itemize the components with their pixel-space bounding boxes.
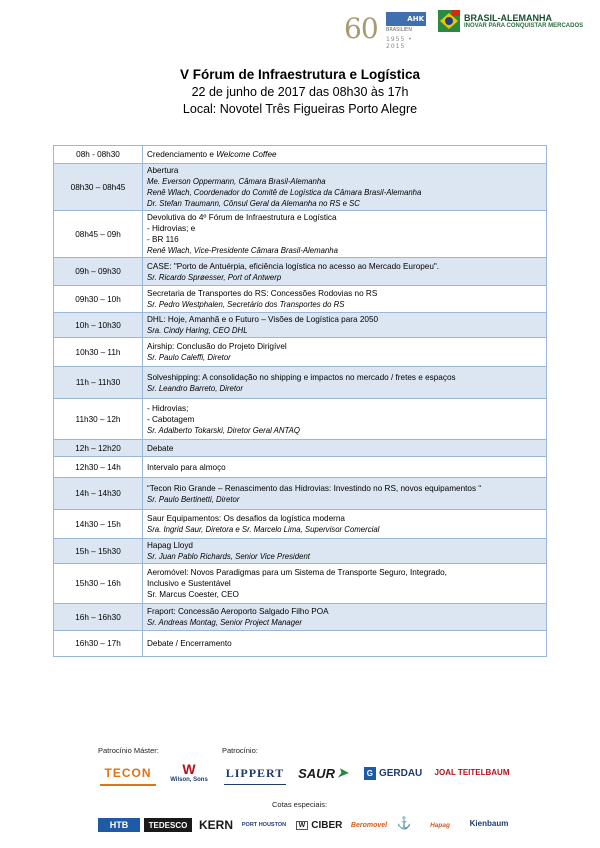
sponsor-label: Patrocínio: bbox=[222, 746, 258, 755]
line-text: Sr. Andreas Montag, Senior Project Manager bbox=[147, 618, 303, 627]
schedule-time: 09h – 09h30 bbox=[54, 258, 143, 286]
line-text: Hapag Lloyd bbox=[147, 541, 193, 550]
joal-teitelbaum-logo: JOAL TEITELBAUM bbox=[434, 767, 510, 777]
schedule-description bbox=[143, 631, 547, 657]
schedule-row bbox=[54, 313, 547, 338]
line-text: Sr. Paulo Caleffi, Diretor bbox=[147, 353, 231, 362]
port-houston-logo: PORT HOUSTON bbox=[241, 822, 287, 828]
gerdau-logo: G GERDAU bbox=[360, 762, 426, 784]
speaker-line bbox=[147, 352, 542, 363]
schedule-time: 15h – 15h30 bbox=[54, 539, 143, 564]
schedule-description bbox=[143, 338, 547, 367]
kienbaum-logo: Kienbaum bbox=[469, 818, 509, 828]
line-text: Secretaria de Transportes do RS: Concessões Rodovias no RS bbox=[147, 289, 378, 298]
schedule-time: 08h30 – 08h45 bbox=[54, 164, 143, 211]
line-text: Intervalo para almoço bbox=[147, 462, 226, 472]
line-text: DHL: Hoje, Amanhã e o Futuro – Visões de Logística para 2050 bbox=[147, 315, 379, 324]
schedule-row bbox=[54, 211, 547, 258]
aeromovel-logo: Beromovel bbox=[350, 821, 388, 829]
schedule-time: 10h – 10h30 bbox=[54, 313, 143, 338]
page-title: V Fórum de Infraestrutura e Logística bbox=[179, 67, 421, 82]
speaker-line bbox=[147, 176, 542, 187]
line-text: Abertura bbox=[147, 166, 179, 175]
speaker-line bbox=[147, 617, 542, 628]
line-text: Fraport: Concessão Aeroporto Salgado Filho POA bbox=[147, 607, 329, 616]
schedule-row bbox=[54, 399, 547, 440]
speaker-line bbox=[147, 299, 542, 310]
schedule-description bbox=[143, 510, 547, 539]
topic-line bbox=[147, 638, 542, 649]
schedule-description bbox=[143, 211, 547, 258]
topic-line bbox=[147, 462, 542, 473]
brasil-alemanha-text: BRASIL-ALEMANHA bbox=[464, 13, 552, 23]
line-text: Solveshipping: A consolidação no shipping e impactos no mercado / fretes e espaços bbox=[147, 372, 456, 382]
line-text: Renê Wlach, Coordenador do Comitê de Logística da Câmara Brasil-Alemanha bbox=[147, 188, 422, 197]
schedule-time: 15h30 – 16h bbox=[54, 564, 143, 604]
schedule-row bbox=[54, 510, 547, 539]
schedule-time: 11h30 – 12h bbox=[54, 399, 143, 440]
schedule-description bbox=[143, 478, 547, 510]
schedule-row bbox=[54, 564, 547, 604]
speaker-line bbox=[147, 425, 542, 436]
topic-line bbox=[147, 234, 542, 245]
htb-logo: HTB bbox=[98, 818, 140, 832]
anniversary-logo bbox=[344, 10, 378, 44]
schedule-row bbox=[54, 338, 547, 367]
gerdau-text: GERDAU bbox=[378, 767, 423, 779]
anniversary-years: 1955 • 2015 bbox=[386, 36, 413, 50]
schedule-description bbox=[143, 539, 547, 564]
topic-line bbox=[147, 589, 542, 600]
schedule-description bbox=[143, 457, 547, 478]
line-text: Inclusivo e Sustentável bbox=[147, 579, 231, 588]
ciber-logo: W CIBER bbox=[294, 818, 344, 832]
line-text: Sr. Juan Pablo Richards, Senior Vice President bbox=[147, 552, 310, 561]
line-text: Renê Wlach, Vice-Presidente Câmara Brasil-Alemanha bbox=[147, 246, 338, 255]
topic-line bbox=[147, 414, 542, 425]
anchor-icon: ⚓ bbox=[396, 816, 412, 830]
line-text: Sr. Ricardo Sprøesser, Port of Antwerp bbox=[147, 272, 282, 282]
line-text: Sr. Pedro Westphalen, Secretário dos Transportes do RS bbox=[147, 300, 345, 309]
line-text: - Cabotagem bbox=[147, 414, 195, 424]
anniversary-number: 60 bbox=[344, 12, 378, 45]
title-block bbox=[0, 66, 600, 118]
schedule-time: 14h – 14h30 bbox=[54, 478, 143, 510]
schedule-description bbox=[143, 286, 547, 313]
schedule-row bbox=[54, 146, 547, 164]
topic-line bbox=[147, 513, 542, 524]
tedesco-logo: TEDESCO bbox=[144, 818, 192, 832]
topic-line bbox=[147, 606, 542, 617]
schedule-description bbox=[143, 146, 547, 164]
schedule-time: 16h30 – 17h bbox=[54, 631, 143, 657]
speaker-line bbox=[147, 551, 542, 562]
tagline: INOVAR PARA CONQUISTAR MERCADOS bbox=[464, 23, 584, 29]
speaker-line bbox=[147, 187, 542, 198]
line-text: Sr. Marcus Coester, CEO bbox=[147, 590, 239, 599]
line-text: - Hidrovias; bbox=[147, 403, 189, 413]
schedule-description bbox=[143, 604, 547, 631]
topic-line bbox=[147, 483, 542, 494]
schedule-row bbox=[54, 478, 547, 510]
schedule-row bbox=[54, 164, 547, 211]
saur-logo: SAUR ➤ bbox=[298, 765, 348, 781]
schedule-description bbox=[143, 399, 547, 440]
line-text: Devolutiva do 4º Fórum de Infraestrutura e Logística bbox=[147, 213, 337, 222]
schedule-row bbox=[54, 367, 547, 399]
speaker-line bbox=[147, 245, 542, 256]
line-text: Me. Everson Oppermann, Câmara Brasil-Alemanha bbox=[147, 177, 326, 186]
schedule-time: 09h30 – 10h bbox=[54, 286, 143, 313]
topic-line bbox=[147, 403, 542, 414]
line-text: - BR 116 bbox=[147, 235, 179, 244]
line-text: Sr. Leandro Barreto, Diretor bbox=[147, 383, 243, 393]
kern-logo: KERN bbox=[198, 818, 233, 832]
schedule-description bbox=[143, 564, 547, 604]
line-text-italic: Welcome Coffee bbox=[216, 150, 277, 159]
hapag-logo: Hapag bbox=[430, 821, 450, 829]
schedule-row bbox=[54, 440, 547, 457]
schedule-description bbox=[143, 313, 547, 338]
schedule-row bbox=[54, 604, 547, 631]
wilson-sons-text: Wilson, Sons bbox=[170, 777, 208, 783]
schedule-description bbox=[143, 164, 547, 211]
speaker-line bbox=[147, 272, 542, 283]
line-text: Saur Equipamentos: Os desafios da logística moderna bbox=[147, 514, 345, 523]
schedule-row bbox=[54, 631, 547, 657]
topic-line bbox=[147, 578, 542, 589]
line-text: Airship: Conclusão do Projeto Dirigível bbox=[147, 342, 287, 351]
topic-line bbox=[147, 261, 542, 272]
schedule-time: 12h30 – 14h bbox=[54, 457, 143, 478]
schedule-table bbox=[53, 145, 547, 657]
ahk-label: AHK bbox=[386, 12, 426, 26]
schedule-row bbox=[54, 258, 547, 286]
speaker-line bbox=[147, 383, 542, 394]
lippert-logo: LIPPERT bbox=[224, 762, 286, 785]
brasil-alemanha-logo bbox=[438, 10, 583, 32]
line-text: Debate bbox=[147, 443, 174, 453]
wilson-sons-logo: W Wilson, Sons bbox=[170, 761, 208, 783]
line-text: “Tecon Rio Grande – Renascimento das Hidrovias: Investindo no RS, novos equipamentos “ bbox=[147, 483, 482, 493]
schedule-description bbox=[143, 440, 547, 457]
ahk-sub: BRASILIEN bbox=[386, 27, 412, 33]
line-text: - Hidrovias; e bbox=[147, 224, 196, 233]
line-text: Credenciamento e bbox=[147, 150, 217, 159]
topic-line bbox=[147, 288, 542, 299]
speaker-line bbox=[147, 325, 542, 336]
schedule-time: 12h – 12h20 bbox=[54, 440, 143, 457]
line-text: Sra. Cindy Haring, CEO DHL bbox=[147, 326, 248, 335]
topic-line bbox=[147, 149, 542, 160]
schedule-time: 11h – 11h30 bbox=[54, 367, 143, 399]
master-sponsor-label: Patrocínio Máster: bbox=[98, 746, 159, 755]
speaker-line bbox=[147, 494, 542, 505]
topic-line bbox=[147, 341, 542, 352]
topic-line bbox=[147, 443, 542, 454]
schedule-row bbox=[54, 457, 547, 478]
ciber-text: CIBER bbox=[311, 819, 343, 831]
ahk-logo bbox=[386, 12, 426, 50]
topic-line bbox=[147, 314, 542, 325]
schedule-time: 14h30 – 15h bbox=[54, 510, 143, 539]
line-text: Debate / Encerramento bbox=[147, 639, 232, 648]
brasil-flag-icon bbox=[438, 10, 460, 32]
line-text: Sr. Paulo Bertinetti, Diretor bbox=[147, 494, 240, 504]
line-text: Sr. Adalberto Tokarski, Diretor Geral ANTAQ bbox=[147, 425, 300, 435]
schedule-row bbox=[54, 286, 547, 313]
topic-line bbox=[147, 212, 542, 223]
event-venue: Local: Novotel Três Figueiras Porto Alegre bbox=[182, 102, 418, 116]
schedule-row bbox=[54, 539, 547, 564]
line-text: CASE: "Porto de Antuérpia, eficiência logística no acesso ao Mercado Europeu". bbox=[147, 261, 440, 271]
schedule-time: 08h - 08h30 bbox=[54, 146, 143, 164]
topic-line bbox=[147, 165, 542, 176]
speaker-line bbox=[147, 524, 542, 535]
topic-line bbox=[147, 372, 542, 383]
topic-line bbox=[147, 223, 542, 234]
speaker-line bbox=[147, 198, 542, 209]
schedule-description bbox=[143, 258, 547, 286]
schedule-time: 16h – 16h30 bbox=[54, 604, 143, 631]
line-text: Sra. Ingrid Saur, Diretora e Sr. Marcelo Lima, Supervisor Comercial bbox=[147, 525, 380, 534]
topic-line bbox=[147, 567, 542, 578]
saur-text: SAUR bbox=[298, 765, 335, 781]
schedule-description bbox=[143, 367, 547, 399]
topic-line bbox=[147, 540, 542, 551]
event-date: 22 de junho de 2017 das 08h30 às 17h bbox=[191, 85, 409, 99]
schedule-time: 10h30 – 11h bbox=[54, 338, 143, 367]
tecon-logo: TECON bbox=[100, 762, 156, 786]
line-text: Aeromóvel: Novos Paradigmas para um Sistema de Transporte Seguro, Integrado, bbox=[147, 568, 447, 577]
schedule-time: 08h45 – 09h bbox=[54, 211, 143, 258]
cotas-label: Cotas especiais: bbox=[272, 800, 328, 809]
line-text: Dr. Stefan Traumann, Cônsul Geral da Alemanha no RS e SC bbox=[147, 199, 360, 208]
